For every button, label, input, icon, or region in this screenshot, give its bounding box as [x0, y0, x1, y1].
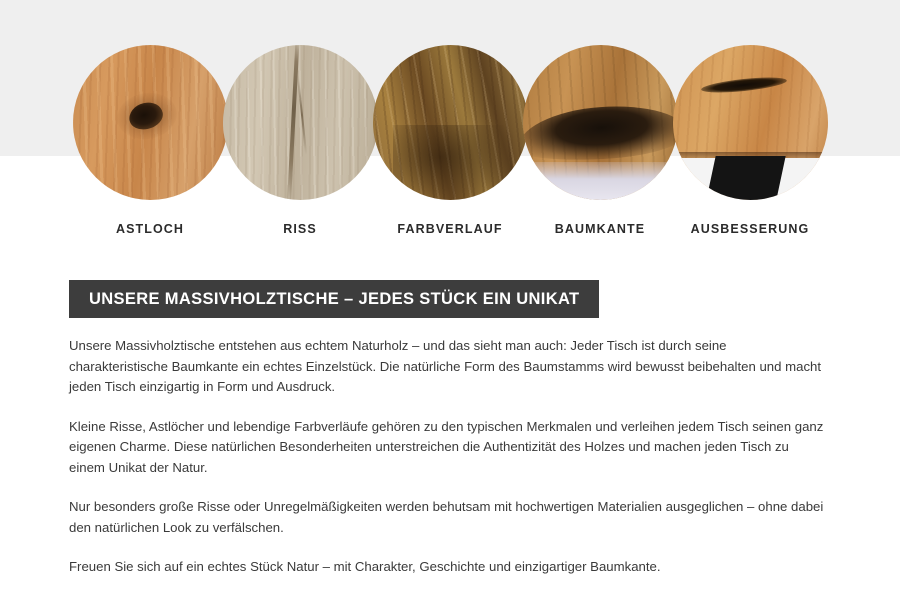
feature-ausbesserung[interactable]: [675, 0, 825, 236]
feature-label-riss: RISS: [283, 222, 317, 236]
feature-label-farbverlauf: FARBVERLAUF: [397, 222, 503, 236]
page-title: UNSERE MASSIVHOLZTISCHE – JEDES STÜCK EIN UNIKAT: [89, 289, 580, 308]
paragraph-2: Kleine Risse, Astlöcher und lebendige Farbverläufe gehören zu den typischen Merkmalen und verleihen jedem Tisch seinen ganz eigenen Charme. Diese natürlichen Besonderheiten unterstreichen die Authentizität des Holzes und machen jeden Tisch zu einem Unikat der Natur.: [69, 418, 824, 475]
wood-repair-circle-icon: [673, 45, 828, 200]
feature-label-baumkante: BAUMKANTE: [554, 222, 646, 236]
baumkante-image-wrap: [523, 45, 678, 200]
feature-farbverlauf[interactable]: [375, 0, 525, 236]
astloch-image-wrap: [73, 45, 228, 200]
feature-baumkante[interactable]: [525, 0, 675, 236]
body-copy: [69, 336, 825, 578]
wood-crack-circle-icon: [223, 45, 378, 200]
feature-riss[interactable]: [225, 0, 375, 236]
feature-label-astloch: ASTLOCH: [115, 222, 185, 236]
feature-astloch[interactable]: [75, 0, 225, 236]
paragraph-4: Freuen Sie sich auf ein echtes Stück Natur – mit Charakter, Geschichte und einzigartiger Baumkante.: [69, 559, 661, 574]
paragraph-1: Unsere Massivholztische entstehen aus echtem Naturholz – und das sieht man auch: Jeder Tisch ist durch seine charakteristische Baumkante ein echtes Einzelstück. Die natürliche Form des Baumstamms wird bewusst beibehalten und macht jeden Tisch einzigartig in Form und Ausdruck.: [69, 338, 822, 394]
wood-live-edge-circle-icon: [523, 45, 678, 200]
section-headline-bar: [69, 280, 599, 318]
wood-knot-circle-icon: [73, 45, 228, 200]
ausbesserung-image-wrap: [673, 45, 828, 200]
riss-image-wrap: [223, 45, 378, 200]
wood-gradient-circle-icon: [373, 45, 528, 200]
feature-label-ausbesserung: AUSBESSERUNG: [690, 222, 810, 236]
paragraph-3: Nur besonders große Risse oder Unregelmäßigkeiten werden behutsam mit hochwertigen Materialien ausgeglichen – ohne dabei den natürlichen Look zu verfälschen.: [69, 499, 824, 535]
farbverlauf-image-wrap: [373, 45, 528, 200]
wood-feature-row: [0, 0, 900, 250]
